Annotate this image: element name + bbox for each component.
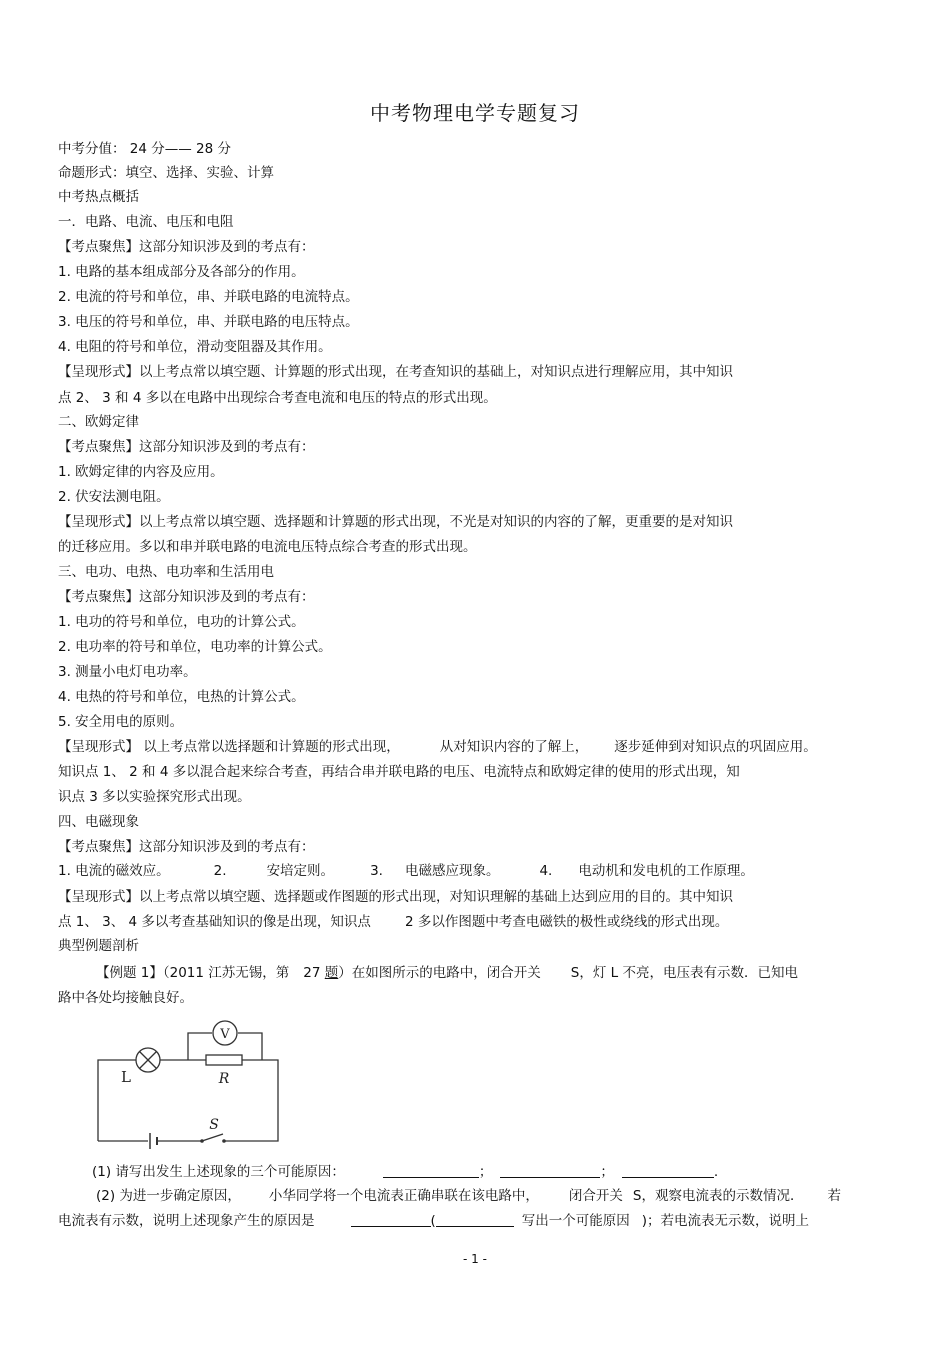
text-segment: ； — [478, 1164, 493, 1180]
text-segment: 2 多以作图题中考查电磁铁的极性或绕线的形式出现。 — [404, 914, 729, 930]
list-item: 3. 电压的符号和单位，串、并联电路的电压特点。 — [58, 314, 359, 330]
text-line: 路中各处均接触良好。 — [58, 990, 193, 1006]
text-segment: 闭合开关 — [568, 1188, 623, 1204]
text-segment: 电动机和发电机的工作原理。 — [578, 863, 754, 879]
text-segment: 【呈现形式】 以上考点常以选择题和计算题的形式出现， — [58, 739, 400, 755]
text-segment: S，观察电流表的示数情况． — [632, 1188, 804, 1204]
text-line: 点 2、 3 和 4 多以在电路中出现综合考查电流和电压的特点的形式出现。 — [58, 390, 497, 406]
list-item: 5. 安全用电的原则。 — [58, 714, 184, 730]
text-line: 识点 3 多以实验探究形式出现。 — [58, 789, 251, 805]
text-line: 【呈现形式】以上考点常以填空题、选择题和计算题的形式出现，不光是对知识的内容的了解，更重要的是对知识 — [58, 514, 733, 530]
text-segment: 3. — [370, 863, 383, 879]
text-segment: )；若电流表无示数，说明上 — [641, 1213, 810, 1229]
question-1 — [92, 1163, 718, 1181]
text-segment: 2. — [213, 863, 227, 879]
text-segment: (2) 为进一步确定原因， — [96, 1188, 241, 1204]
list-item: 2. 电功率的符号和单位，电功率的计算公式。 — [58, 639, 332, 655]
switch-label: S — [209, 1117, 219, 1133]
text-segment: 题 — [324, 965, 339, 981]
text-segment: 若 — [827, 1188, 841, 1204]
text-line: 命题形式：填空、选择、实验、计算 — [58, 165, 274, 181]
question-2-continued — [58, 1212, 809, 1230]
text-line: 的迁移应用。多以和串并联电路的电流电压特点综合考查的形式出现。 — [58, 539, 477, 555]
example-heading — [96, 964, 798, 982]
text-segment: 电流表有示数，说明上述现象产生的原因是 — [58, 1213, 315, 1229]
circuit-diagram — [92, 1012, 292, 1152]
list-item: 1. 电功的符号和单位，电功的计算公式。 — [58, 614, 305, 630]
text-segment: 电磁感应现象。 — [404, 863, 500, 879]
text-segment: 小华同学将一个电流表正确串联在该电路中， — [268, 1188, 539, 1204]
resistor-label: R — [218, 1071, 230, 1087]
text-segment: 点 1、 3、 4 多以考查基础知识的像是出现，知识点 — [58, 914, 371, 930]
lamp-label: L — [121, 1068, 131, 1086]
page-number: - 1 - — [463, 1252, 487, 1266]
list-item: 1. 电路的基本组成部分及各部分的作用。 — [58, 264, 305, 280]
text-line — [58, 738, 817, 756]
list-item: 2. 电流的符号和单位，串、并联电路的电流特点。 — [58, 289, 359, 305]
text-line: 【呈现形式】以上考点常以填空题、计算题的形式出现，在考查知识的基础上，对知识点进行理解应用，其中知识 — [58, 364, 733, 380]
text-segment: 逐步延伸到对知识点的巩固应用。 — [614, 739, 817, 755]
text-segment: ( — [430, 1213, 436, 1229]
list-item: 2. 伏安法测电阻。 — [58, 489, 170, 505]
text-line: 【考点聚焦】这部分知识涉及到的考点有： — [58, 839, 315, 855]
text-line: 中考热点概括 — [58, 189, 139, 205]
answer-blank[interactable] — [622, 1163, 714, 1178]
text-segment: ）在如图所示的电路中，闭合开关 — [338, 965, 541, 981]
section-heading: 四、电磁现象 — [58, 814, 139, 830]
section-heading: 典型例题剖析 — [58, 938, 139, 954]
text-segment: 写出一个可能原因 — [521, 1213, 630, 1229]
text-segment: ； — [600, 1164, 614, 1180]
answer-blank[interactable] — [500, 1163, 600, 1178]
text-segment: . — [713, 1164, 719, 1180]
text-line: 【呈现形式】以上考点常以填空题、选择题或作图题的形式出现，对知识理解的基础上达到应用的目的。其中知识 — [58, 889, 733, 905]
text-segment: 从对知识内容的了解上， — [439, 739, 589, 755]
section-heading: 三、电功、电热、电功率和生活用电 — [58, 564, 274, 580]
text-segment: 4. — [539, 863, 553, 879]
text-segment: 安培定则。 — [266, 863, 335, 879]
text-line — [58, 913, 728, 931]
list-item: 3. 测量小电灯电功率。 — [58, 664, 197, 680]
text-segment: (1) 请写出发生上述现象的三个可能原因： — [92, 1164, 345, 1180]
text-segment: S，灯 L 不亮，电压表有示数．已知电 — [570, 965, 798, 981]
list-item: 4. 电阻的符号和单位，滑动变阻器及其作用。 — [58, 339, 332, 355]
text-segment: 27 — [303, 965, 321, 981]
text-line: 中考分值： 24 分—— 28 分 — [58, 141, 232, 157]
list-item — [58, 862, 754, 880]
voltmeter-label: V — [220, 1027, 230, 1042]
text-segment: 【例题 1】（2011 江苏无锡，第 — [96, 965, 290, 981]
text-line: 【考点聚焦】这部分知识涉及到的考点有： — [58, 439, 315, 455]
answer-blank[interactable] — [351, 1212, 431, 1227]
text-segment: 1. 电流的磁效应。 — [58, 863, 170, 879]
text-line: 【考点聚焦】这部分知识涉及到的考点有： — [58, 589, 315, 605]
section-heading: 二、欧姆定律 — [58, 414, 139, 430]
text-line: 知识点 1、 2 和 4 多以混合起来综合考查，再结合串并联电路的电压、电流特点和欧姆定律的使用的形式出现，知 — [58, 764, 740, 780]
list-item: 4. 电热的符号和单位，电热的计算公式。 — [58, 689, 305, 705]
answer-blank[interactable] — [383, 1163, 479, 1178]
list-item: 1. 欧姆定律的内容及应用。 — [58, 464, 224, 480]
section-heading: 一．电路、电流、电压和电阻 — [58, 214, 234, 230]
text-line: 【考点聚焦】这部分知识涉及到的考点有： — [58, 239, 315, 255]
answer-blank[interactable] — [436, 1212, 514, 1227]
question-2 — [96, 1187, 841, 1205]
page-title: 中考物理电学专题复习 — [370, 101, 580, 125]
